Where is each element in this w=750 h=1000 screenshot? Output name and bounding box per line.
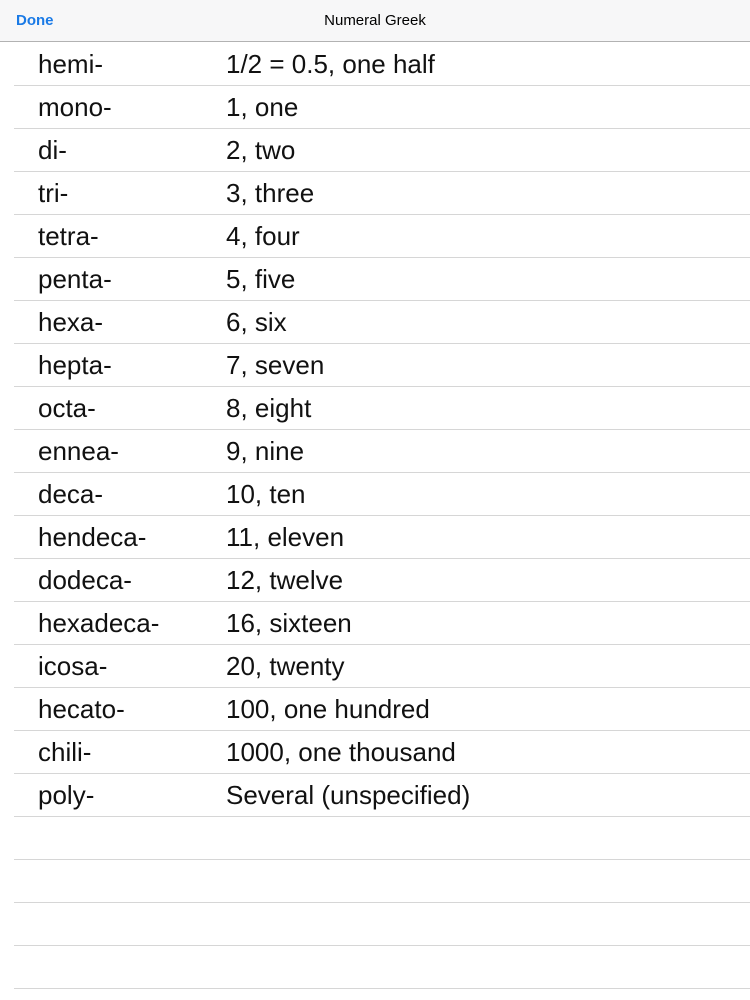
prefix-cell: deca- [38,479,104,509]
meaning-cell: 16, sixteen [226,608,352,638]
prefix-cell: di- [38,135,67,165]
table-row[interactable] [14,645,750,688]
table-row[interactable] [14,559,750,602]
meaning-cell: 3, three [226,178,315,208]
prefix-cell: hexa- [38,307,104,337]
meaning-cell: 8, eight [226,393,312,423]
meaning-cell: 1, one [226,92,299,122]
meaning-cell: 12, twelve [226,565,344,595]
prefix-cell: hexadeca- [38,608,160,638]
meaning-cell: 6, six [226,307,287,337]
meaning-cell: 9, nine [226,436,305,466]
table-row[interactable] [14,430,750,473]
prefix-cell: hemi- [38,49,104,79]
table-row[interactable] [14,602,750,645]
prefix-cell: dodeca- [38,565,132,595]
prefix-cell: ennea- [38,436,119,466]
table-row[interactable] [14,731,750,774]
prefix-cell: octa- [38,393,96,423]
meaning-cell: 4, four [226,221,300,251]
empty-row [14,860,750,903]
prefix-cell: hecato- [38,694,125,724]
meaning-cell: 100, one hundred [226,694,430,724]
meaning-cell: 20, twenty [226,651,345,681]
done-button[interactable]: Done [16,12,54,29]
empty-row [14,817,750,860]
meaning-cell: 11, eleven [226,522,345,552]
prefix-cell: hendeca- [38,522,147,552]
table-row[interactable] [14,516,750,559]
prefix-table [0,43,750,989]
meaning-cell: 1/2 = 0.5, one half [226,49,435,79]
table-row[interactable] [14,86,750,129]
prefix-cell: poly- [38,780,95,810]
empty-row [14,946,750,989]
page-title: Numeral Greek [324,12,426,29]
prefix-cell: tetra- [38,221,99,251]
prefix-cell: icosa- [38,651,108,681]
meaning-cell: 5, five [226,264,296,294]
table-row[interactable] [14,774,750,817]
meaning-cell: 2, two [226,135,296,165]
table-row[interactable] [14,258,750,301]
prefix-cell: hepta- [38,350,112,380]
table-row[interactable] [14,387,750,430]
prefix-cell: chili- [38,737,92,767]
table-row[interactable] [14,43,750,86]
table-row[interactable] [14,344,750,387]
meaning-cell: Several (unspecified) [226,780,471,810]
table-row[interactable] [14,688,750,731]
table-row[interactable] [14,473,750,516]
table-row[interactable] [14,215,750,258]
meaning-cell: 7, seven [226,350,325,380]
meaning-cell: 1000, one thousand [226,737,456,767]
table-row[interactable] [14,129,750,172]
prefix-cell: mono- [38,92,112,122]
table-row[interactable] [14,172,750,215]
prefix-cell: penta- [38,264,112,294]
table-row[interactable] [14,301,750,344]
empty-row [14,903,750,946]
meaning-cell: 10, ten [226,479,306,509]
prefix-cell: tri- [38,178,69,208]
navigation-bar [0,0,750,42]
